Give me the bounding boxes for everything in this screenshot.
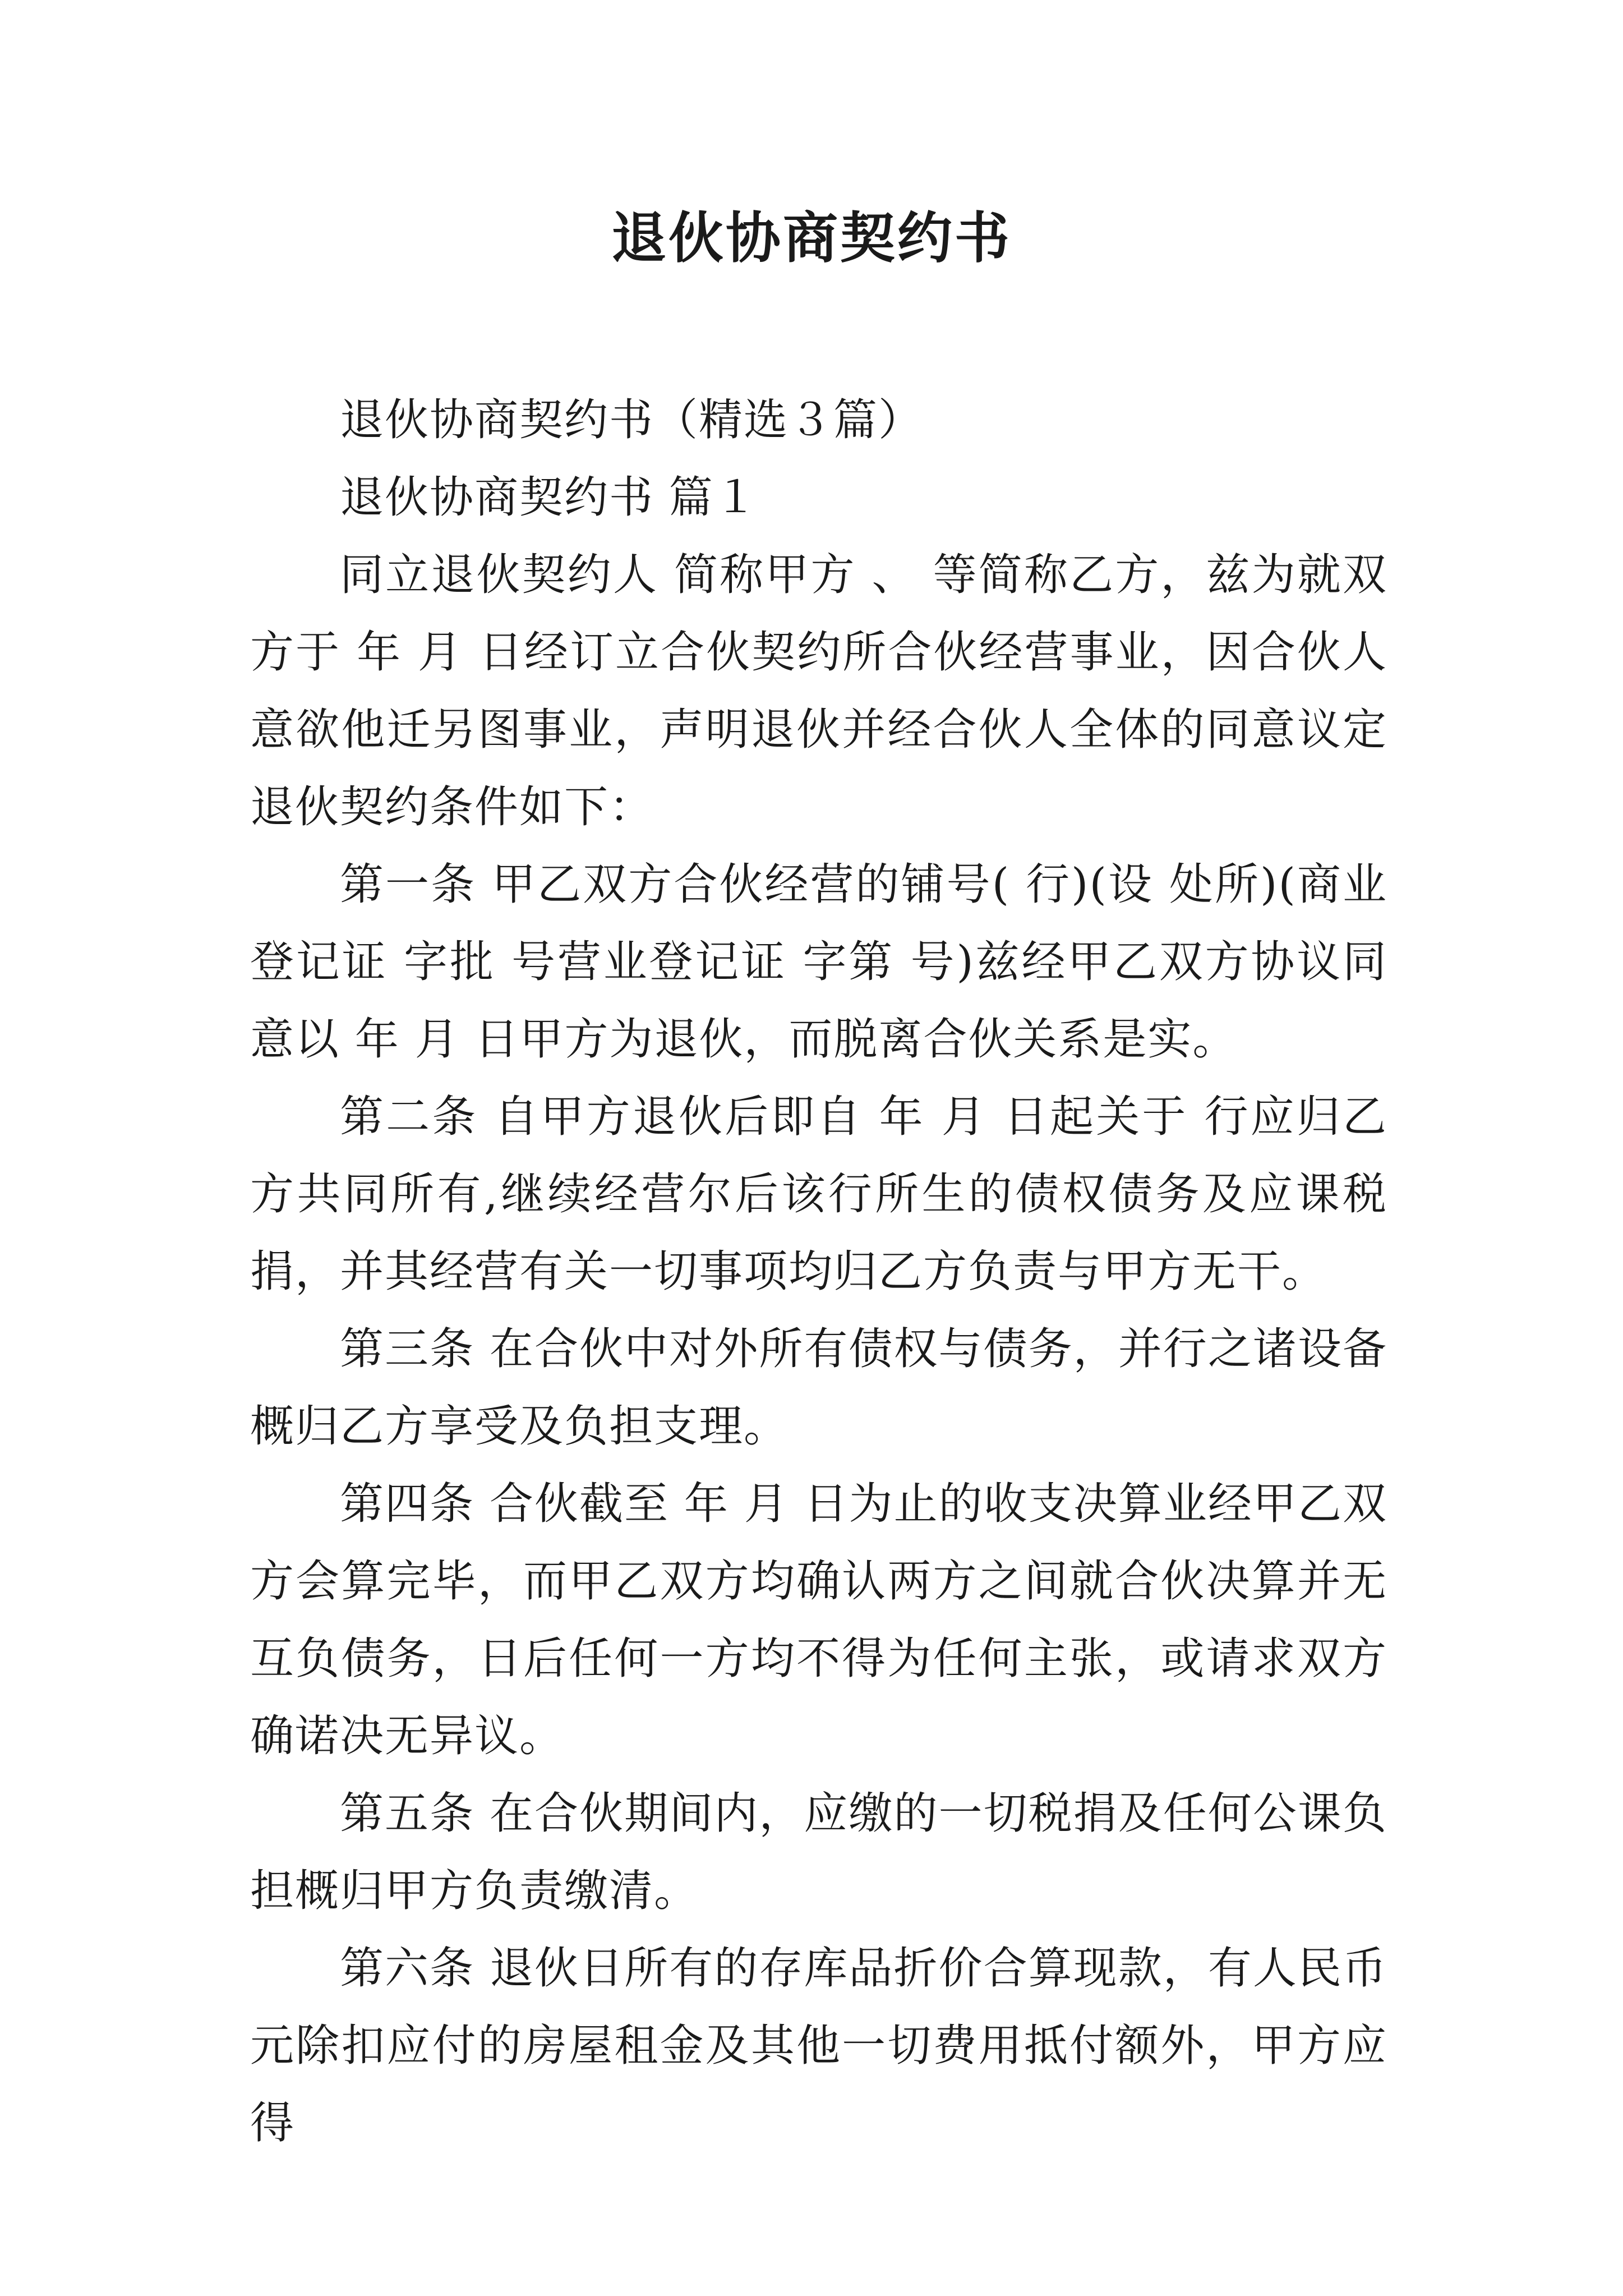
paragraph-article-6: 第六条 退伙日所有的存库品折价合算现款，有人民币元除扣应付的房屋租金及其他一切费用抵付额外，甲方应得 (250, 1943, 1387, 2148)
paragraph-preamble: 同立退伙契约人 简称甲方 、 等简称乙方，兹为就双方于 年 月 日经订立合伙契约所合伙经营事业，因合伙人意欲他迁另图事业，声明退伙并经合伙人全体的同意议定退伙契约条件如下： (250, 550, 1387, 832)
paragraph-article-4: 第四条 合伙截至 年 月 日为止的收支决算业经甲乙双方会算完毕，而甲乙双方均确认两方之间就合伙决算并无互负债务，日后任何一方均不得为任何主张，或请求双方确诺决无异议。 (250, 1479, 1387, 1761)
document-title: 退伙协商契约书 (611, 206, 1012, 270)
paragraph-subtitle: 退伙协商契约书（精选３篇） (340, 395, 924, 445)
paragraph-article-3: 第三条 在合伙中对外所有债权与债务，并行之诸设备概归乙方享受及负担支理。 (250, 1324, 1387, 1452)
paragraph-section-heading: 退伙协商契约书 篇１ (340, 472, 759, 523)
document-body (250, 381, 1387, 2162)
paragraph-article-1: 第一条 甲乙双方合伙经营的铺号( 行)(设 处所)(商业登记证 字批 号营业登记证 字第 号)兹经甲乙双方协议同意以 年 月 日甲方为退伙，而脱离合伙关系是实。 (250, 859, 1387, 1065)
paragraph-article-2: 第二条 自甲方退伙后即自 年 月 日起关于 行应归乙方共同所有,继续经营尔后该行所生的债权债务及应课税捐，并其经营有关一切事项均归乙方负责与甲方无干。 (250, 1092, 1387, 1297)
paragraph-article-5: 第五条 在合伙期间内，应缴的一切税捐及任何公课负担概归甲方负责缴清。 (250, 1788, 1387, 1916)
